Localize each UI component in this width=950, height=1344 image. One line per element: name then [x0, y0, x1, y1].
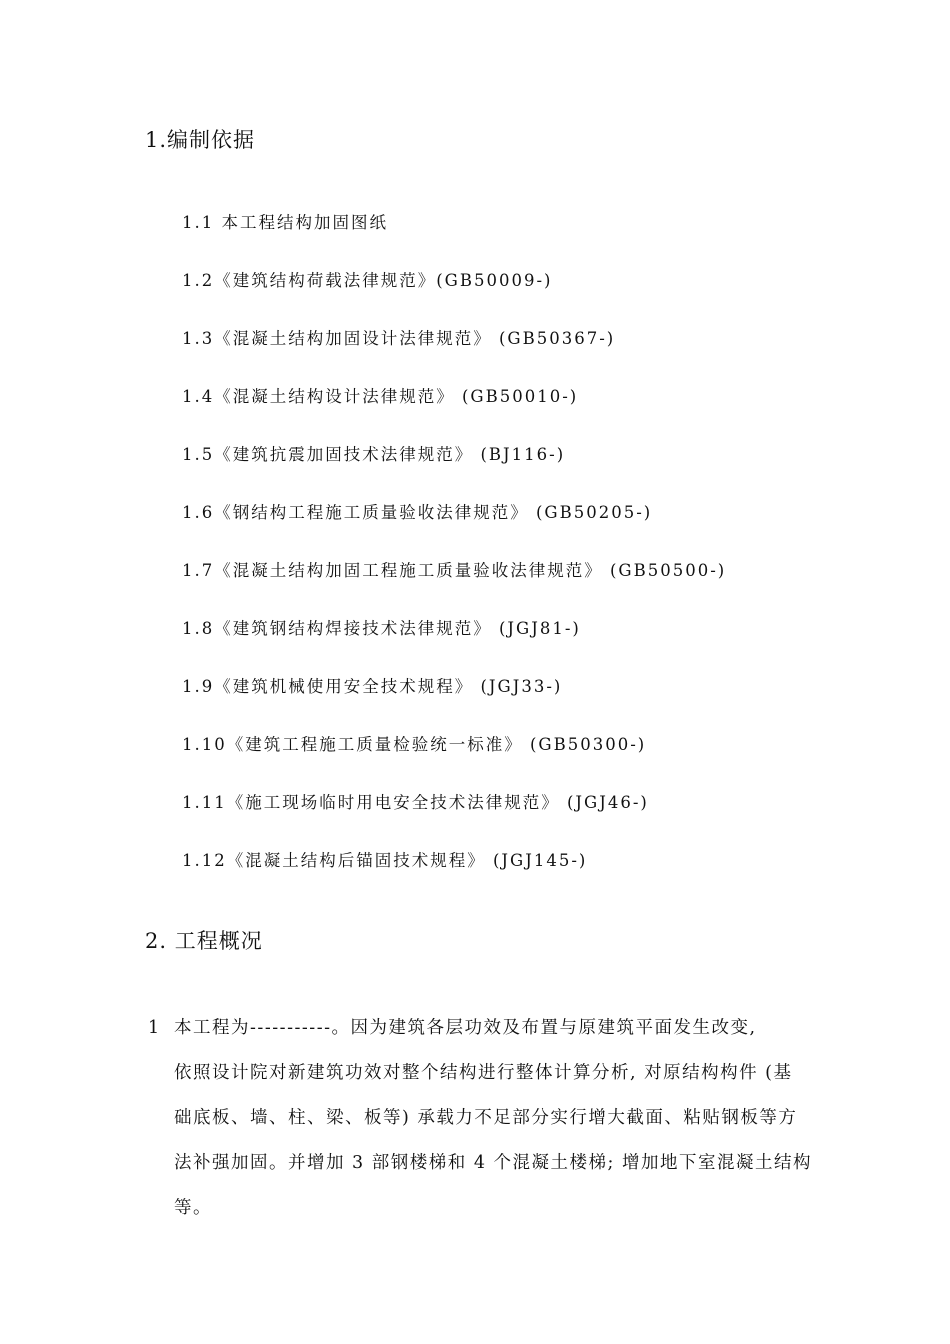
reference-item: 1.8《建筑钢结构焊接技术法律规范》 (JGJ81-) — [182, 619, 581, 638]
reference-item: 1.2《建筑结构荷载法律规范》(GB50009-) — [182, 271, 553, 290]
paragraph-line — [148, 1006, 828, 1051]
overview-paragraph — [148, 1006, 828, 1231]
reference-list — [182, 210, 882, 906]
paragraph-number: 1 — [148, 1018, 161, 1038]
reference-item: 1.3《混凝土结构加固设计法律规范》 (GB50367-) — [182, 329, 616, 348]
paragraph-line: 依照设计院对新建筑功效对整个结构进行整体计算分析, 对原结构构件 (基 — [174, 1063, 793, 1083]
section-heading-overview: 2. 工程概况 — [145, 929, 263, 953]
section-heading-basis: 1.编制依据 — [145, 128, 256, 152]
reference-item: 1.4《混凝土结构设计法律规范》 (GB50010-) — [182, 387, 579, 406]
paragraph-line: 法补强加固。并增加 3 部钢楼梯和 4 个混凝土楼梯; 增加地下室混凝土结构 — [174, 1153, 812, 1173]
reference-item: 1.7《混凝土结构加固工程施工质量验收法律规范》 (GB50500-) — [182, 561, 727, 580]
paragraph-line: 础底板、墙、柱、梁、板等) 承载力不足部分实行增大截面、粘贴钢板等方 — [174, 1108, 798, 1128]
reference-item: 1.12《混凝土结构后锚固技术规程》 (JGJ145-) — [182, 851, 588, 870]
reference-item: 1.6《钢结构工程施工质量验收法律规范》 (GB50205-) — [182, 503, 653, 522]
reference-item: 1.11《施工现场临时用电安全技术法律规范》 (JGJ46-) — [182, 793, 649, 812]
paragraph-text: 本工程为-----------。因为建筑各层功效及布置与原建筑平面发生改变, — [174, 1018, 757, 1038]
reference-item: 1.5《建筑抗震加固技术法律规范》 (BJ116-) — [182, 445, 566, 464]
reference-item: 1.10《建筑工程施工质量检验统一标准》 (GB50300-) — [182, 735, 647, 754]
reference-item: 1.1 本工程结构加固图纸 — [182, 213, 388, 232]
reference-item: 1.9《建筑机械使用安全技术规程》 (JGJ33-) — [182, 677, 563, 696]
paragraph-line: 等。 — [174, 1198, 212, 1218]
